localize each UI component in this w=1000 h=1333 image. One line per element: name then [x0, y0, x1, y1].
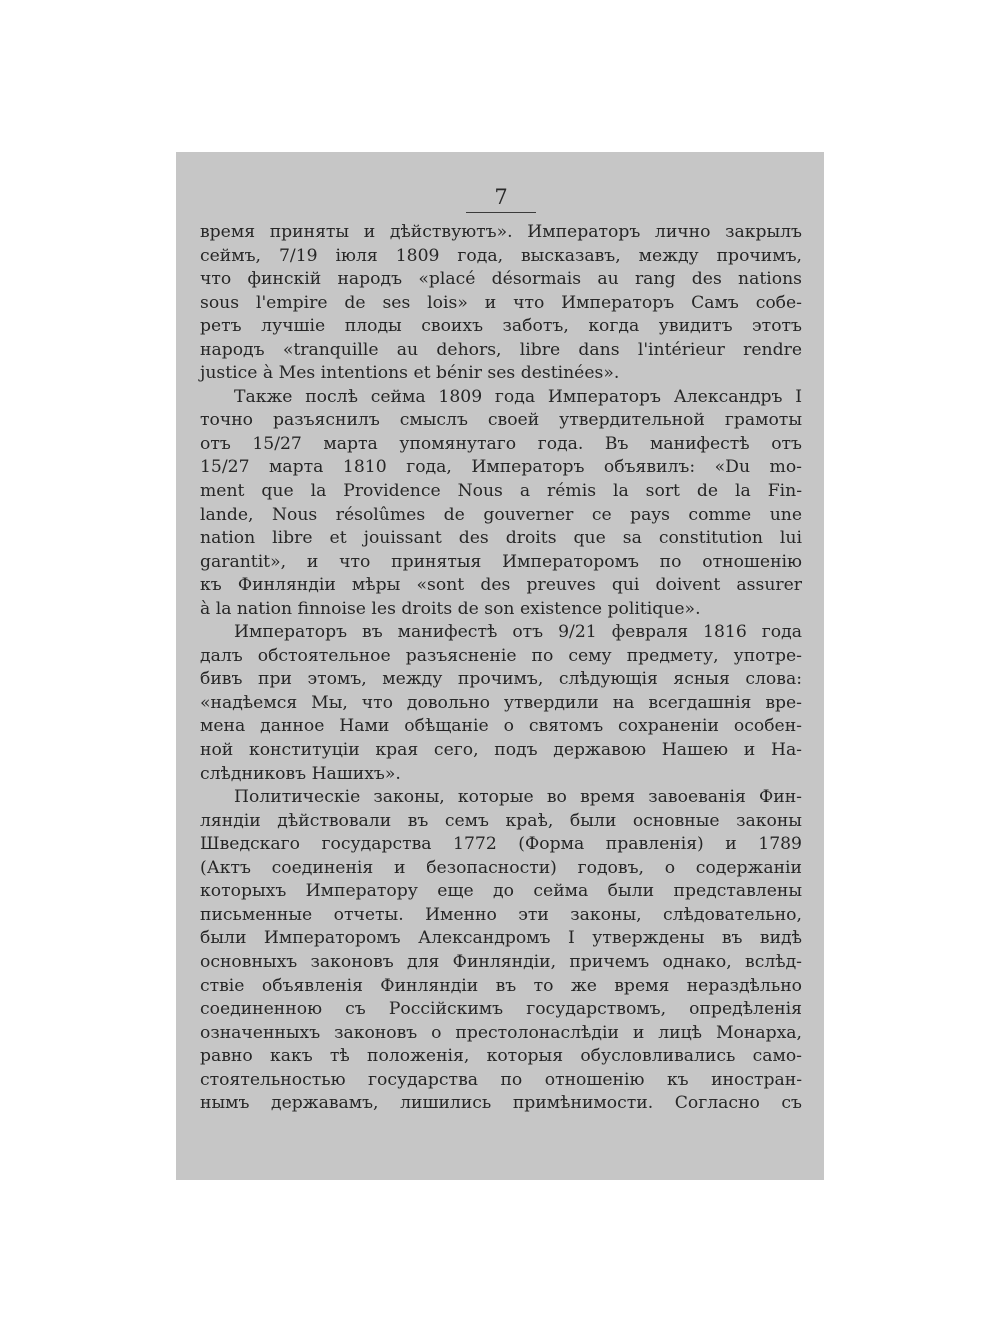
text-line: что финскій народъ «placé désormais au rang des nations: [200, 269, 802, 290]
text-line: 15/27 марта 1810 года, Императоръ объявилъ: «Du mo-: [200, 457, 802, 478]
text-line: къ Финляндіи мѣры «sont des preuves qui doivent assurer: [200, 575, 802, 596]
text-line: соединенною съ Россійскимъ государствомъ, опредѣленія: [200, 999, 802, 1020]
text-line: à la nation finnoise les droits de son existence politique».: [200, 598, 701, 619]
text-line: бивъ при этомъ, между прочимъ, слѣдующія ясныя слова:: [200, 669, 802, 690]
text-line: мена данное Нами обѣщаніе о святомъ сохраненіи особен-: [200, 716, 802, 737]
text-line: означенныхъ законовъ о престолонаслѣдіи и лицѣ Монарха,: [200, 1022, 802, 1043]
text-line: ретъ лучшіе плоды своихъ заботъ, когда увидитъ этотъ: [200, 316, 802, 337]
text-line: ляндіи дѣйствовали въ семъ краѣ, были основные законы: [200, 810, 802, 831]
text-line: Политическіе законы, которые во время завоеванія Фин-: [234, 787, 802, 808]
text-line: ствіе объявленія Финляндіи въ то же время нераздѣльно: [200, 975, 802, 996]
text-line: основныхъ законовъ для Финляндіи, причемъ однако, вслѣд-: [200, 951, 802, 972]
page-number: 7: [494, 185, 508, 209]
header-rule: [466, 212, 536, 213]
text-line: ной конституціи края сего, подъ державою Нашею и На-: [200, 740, 802, 761]
text-line: ment que la Providence Nous a rémis la sort de la Fin-: [200, 481, 802, 502]
text-line: «надѣемся Мы, что довольно утвердили на всегдашнія вре-: [200, 692, 802, 713]
text-line: garantit», и что принятыя Императоромъ по отношенію: [200, 551, 802, 572]
text-line: далъ обстоятельное разъясненіе по сему предмету, употре-: [200, 645, 802, 666]
text-line: (Актъ соединенія и безопасности) годовъ, о содержаніи: [200, 857, 802, 878]
scanned-page: [176, 152, 824, 1180]
text-line: точно разъяснилъ смыслъ своей утвердительной грамоты: [200, 410, 802, 431]
text-line: sous l'empire de ses lois» и что Императоръ Самъ собе-: [200, 292, 802, 313]
text-line: сеймъ, 7/19 іюля 1809 года, высказавъ, между прочимъ,: [200, 245, 802, 266]
text-line: время приняты и дѣйствуютъ». Императоръ лично закрылъ: [200, 222, 802, 242]
text-line: были Императоромъ Александромъ I утверждены въ видѣ: [200, 928, 802, 949]
text-line: народъ «tranquille au dehors, libre dans l'intérieur rendre: [200, 339, 802, 360]
text-line: отъ 15/27 марта упомянутаго года. Въ манифестѣ отъ: [200, 433, 802, 454]
text-line: равно какъ тѣ положенія, которыя обусловливались само-: [200, 1046, 802, 1067]
text-line: слѣдниковъ Нашихъ».: [200, 763, 401, 784]
text-line: lande, Nous résolûmes de gouverner ce pays comme une: [200, 504, 802, 525]
text-line: justice à Mes intentions et bénir ses destinées».: [200, 363, 620, 384]
body-text: [200, 221, 802, 1116]
text-line: Также послѣ сейма 1809 года Императоръ Александръ I: [234, 386, 802, 407]
text-line: нымъ державамъ, лишились примѣнимости. Согласно съ: [200, 1093, 802, 1114]
text-line: nation libre et jouissant des droits que sa constitution lui: [200, 528, 802, 549]
text-line: Шведскаго государства 1772 (Форма правленія) и 1789: [200, 834, 802, 855]
text-line: которыхъ Императору еще до сейма были представлены: [200, 881, 802, 902]
text-line: письменные отчеты. Именно эти законы, слѣдовательно,: [200, 904, 802, 925]
text-line: Императоръ въ манифестѣ отъ 9/21 февраля 1816 года: [234, 622, 802, 643]
text-line: стоятельностью государства по отношенію къ иностран-: [200, 1069, 802, 1090]
